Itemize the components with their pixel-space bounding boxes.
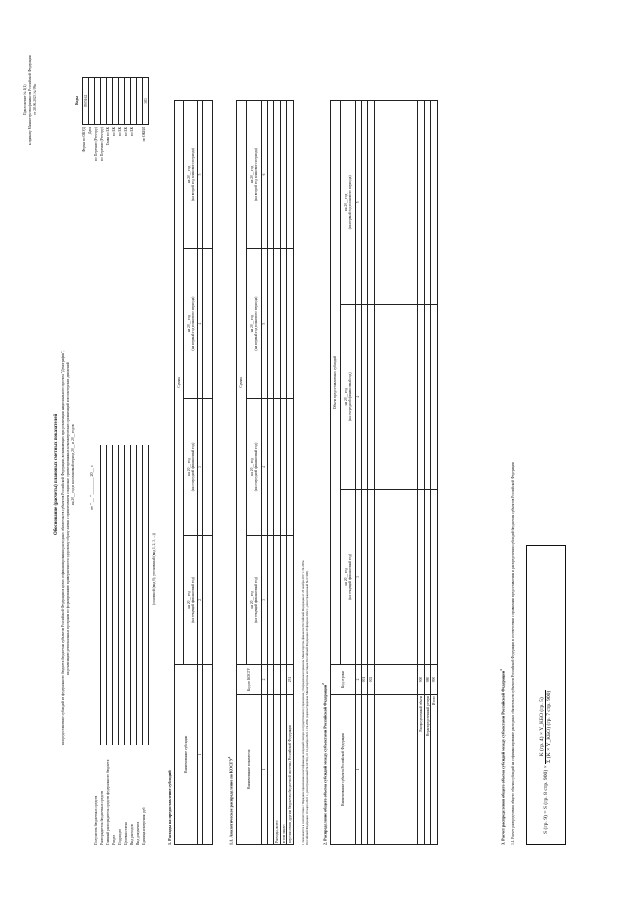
period-year: на 20__ год [186,458,191,476]
s11-col-name: Наименование показателя [237,695,262,845]
section-1-1-title-text: 1.1. Аналитическое распределение по КОСГУ [228,758,234,845]
s11-cell [274,399,281,535]
column-number: 4 [198,248,203,398]
header-field-label: Целевая статья [124,822,128,845]
column-number: 3 [356,489,361,664]
column-number: 5 [198,101,203,249]
s11-row-code: 251 [287,665,294,695]
column-number: 3 [198,399,203,535]
s11-cell [287,399,294,535]
s11-cell [267,248,274,398]
s1-period [184,101,198,249]
appendix-line-1: Приложение № 1(1) [23,84,27,115]
header-field-label: Раздел [112,834,116,845]
s11-cell [287,248,294,398]
s11-period [246,101,261,249]
header-field-row [143,425,149,845]
s11-cell [287,101,294,249]
s1-row-name [203,665,213,845]
section-1-table [174,100,213,845]
s2-cell [374,695,418,845]
formula-fraction [539,690,552,764]
code-label: по БК [124,127,128,137]
s2-row-code: 001 [361,665,368,695]
code-label: Дата [88,127,92,135]
header-field-label: Распорядитель бюджетных средств [100,790,104,845]
period-year: на 20__ год [250,314,255,333]
period-note: (на текущий финансовый год) [347,553,352,600]
period-year: на 20__ год [186,591,191,609]
column-number: 5 [262,248,267,398]
section-3-title [500,669,506,845]
s11-row-code [280,665,287,695]
s11-row-name [267,695,274,845]
s2-cell [374,489,418,664]
code-cell: 0505162 [83,78,89,125]
s11-row-name: перечисления другим бюджетам бюджетной системы Российской Федерации [287,695,294,845]
formula [539,690,552,834]
header-field-label: Получатель бюджетных средств [94,795,98,845]
s11-row-code [267,665,274,695]
table-row [374,101,418,845]
code-label: по БК [112,127,116,137]
table-row [274,101,281,845]
s11-row-code [274,665,281,695]
s2-total-label: Нераспределенный резерв [424,695,431,845]
s2-cell [431,489,438,664]
code-label: по Перечню (Реестру) [94,127,98,161]
s1-col-name: Наименование субсидии [175,665,198,845]
code-label: Форма по ОКУД [82,127,86,153]
s1-period [184,535,198,664]
footnote-1: 1 Заполняется в соответствии с Порядком применения классификации операций сектора государственного управления, утвержденным приказом Министерства финансов Российской Федерации от 29 ноября 2017 г. № 209н. [301,559,305,845]
s1-cell [203,399,213,535]
header-field-label: Вид документа [136,821,140,845]
footnote-mark-3: 3 [499,669,503,671]
s1-cell [203,248,213,398]
period-note: (на первый год планового периода) [190,296,195,351]
s1-cell [203,535,213,664]
period-note: (на текущий финансовый год) [190,576,195,623]
doc-type-note: (основной (вид 0); уточненный (вид 1, 2, 3, ...)) [152,533,156,605]
s2-total-label: Распределенный объем [418,695,425,845]
footnote-mark-2: 2 [321,683,325,685]
header-field-label: Единица измерения: руб [142,807,146,845]
codes-header: Коды [75,96,79,105]
table-row [280,101,287,845]
section-2-title-text: 2. Распределение общего объема субсидий между субъектами Российской Федерации [322,684,328,845]
s2-cell [374,304,418,489]
formula-lhs: S (гр. 9) = S (гр. 8 стр. 900) × [542,765,549,834]
s2-cell [431,304,438,489]
column-number: 4 [356,304,361,489]
doc-title: Обоснование (расчеты) плановых сметных показателей [54,413,59,535]
period-year: на 20__ год [186,165,191,184]
s2-period [340,489,355,664]
doc-date: от " __ " ________ 20__ г. [89,464,94,510]
s1-period [184,248,198,398]
s11-col-sum: Сумма [237,101,247,665]
period-year: на 20__ год [250,458,255,476]
header-field-label: Подраздел [118,828,122,845]
s11-cell [287,535,294,664]
s2-cell [374,665,418,695]
period-note: (на второй год планового периода) [254,148,259,201]
period-note: (на очередной финансовый год) [347,372,352,421]
s2-total-code: 980 [424,665,431,695]
column-number: 5 [356,101,361,305]
header-field-label: Вид расходов [130,824,134,845]
table-row [267,101,274,845]
appendix-line-3: от 28.06.2023 № 99н [33,83,37,115]
column-number: 1 [198,665,203,845]
period-note: (на второй год планового периода) [190,148,195,201]
table-row [431,101,438,845]
s11-row-name: Расходы, всего [274,695,281,845]
s1-cell [203,101,213,249]
code-label: по БК [118,127,122,137]
s2-total-label: Итого [431,695,438,845]
s11-period [246,248,261,398]
table-row [287,101,294,845]
code-label: Глава по БК [106,127,110,146]
section-3-title-text: 3. Расчет распределения общего объема субсидий между субъектами Российской Федерации [500,670,506,845]
section-3-1-title: 3.1. Расчет распределения общего объема субсидий на софинансирование расходных обязательств субъектов Российской Федерации в соответствии с правилами предоставления и распределения субсидий бюджетам субъектов Российской Федерации [511,462,515,845]
header-field-line [148,445,149,745]
s2-period [340,101,355,305]
s11-period [246,399,261,535]
period-year: на 20__ год [250,591,255,609]
s2-total-code: 990 [431,665,438,695]
formula-box [526,545,566,845]
s2-col-code: Код строки [331,665,356,695]
doc-title-line-4: на 20__ год и на плановый период 20__ и 20__ годов [71,424,75,505]
s11-cell [280,535,287,664]
s11-col-code: Код по КОСГУ [237,665,262,695]
doc-title-line-3: на реализацию региональных программ по формированию приверженности здоровому образу жизни с привлечением социально ориентированных некоммерческих организаций и волонтерских движений [66,362,70,675]
period-year: на 20__ год [343,568,348,586]
formula-denominator: Σ (K × Y_КБО) (гр. 7 стр. 900) [546,690,552,763]
column-number: 2 [356,665,361,695]
s1-period [184,399,198,535]
s11-cell [267,101,274,249]
column-number: 2 [198,535,203,664]
column-number: 3 [262,535,267,664]
s2-col-name: Наименование субъекта Российской Федерации [331,695,356,845]
code-label: по ОКЕИ [142,127,146,142]
s11-cell [280,101,287,249]
column-number: 2 [262,665,267,695]
s11-cell [274,248,281,398]
s2-cell [374,101,418,305]
period-note: (на первый год планового периода) [347,175,352,230]
section-1-1-table [236,100,294,845]
s2-total-code: 900 [418,665,425,695]
column-number: 1 [262,695,267,845]
code-label: по БК [130,127,134,137]
section-1-1-title [228,756,234,845]
appendix-line-2: к приказу Министерства финансов Российской Федерации [28,55,32,145]
codes-table [82,77,149,125]
s2-cell [431,101,438,305]
s2-period [340,304,355,489]
footnote-mark-1: 1 [227,756,231,759]
period-year: на 20__ год [343,193,348,212]
period-year: на 20__ год [186,314,191,333]
s11-cell [280,399,287,535]
period-note: (на текущий финансовый год) [254,576,259,623]
code-label: по Перечню (Реестру) [100,127,104,161]
s11-cell [267,535,274,664]
s2-col-sum: Объем предоставляемых субсидий [331,101,341,665]
period-year: на 20__ год [250,165,255,184]
code-cell: 383 [143,78,149,125]
s2-row-code: 002 [368,665,375,695]
s11-period [246,535,261,664]
period-year: на 20__ год [343,387,348,406]
footnote-2: Российской Федерации 10 марта 2021 г., регистрационный № 62706), от 14 декабря 2021 г. № 209н (зарегистрирован Министерством юстиции Российской Федерации 28 февраля 2022 г., регистрационный № 67488). [305,570,309,845]
section-2-table [330,100,438,845]
s11-cell [274,535,281,664]
s11-cell [267,399,274,535]
section-2-title [322,683,328,845]
s11-cell [280,248,287,398]
period-note: (на очередной финансовый год) [254,442,259,492]
s11-cell [274,101,281,249]
s11-row-name: в том числе: [280,695,287,845]
s1-col-sum: Сумма [175,101,184,665]
doc-title-line-2: на предоставление субсидий из федерального бюджета бюджетам субъектов Российской Федерации в целях софинансирования расходных обязательств субъектов Российской Федерации, возникающих при реализации национального проекта "Демография", [61,350,65,745]
formula-numerator: K (гр. 4) × Y_КБО (гр. 5) [539,690,546,764]
section-1-title: 1. Расходы на предоставление субсидий [167,770,172,845]
period-note: (на первый год планового периода) [254,296,259,351]
column-number: 1 [356,695,361,845]
column-number: 4 [262,399,267,535]
column-number: 6 [262,101,267,249]
header-field-label: Главный распорядитель средств федерального бюджета [106,759,110,845]
period-note: (на очередной финансовый год) [190,442,195,492]
